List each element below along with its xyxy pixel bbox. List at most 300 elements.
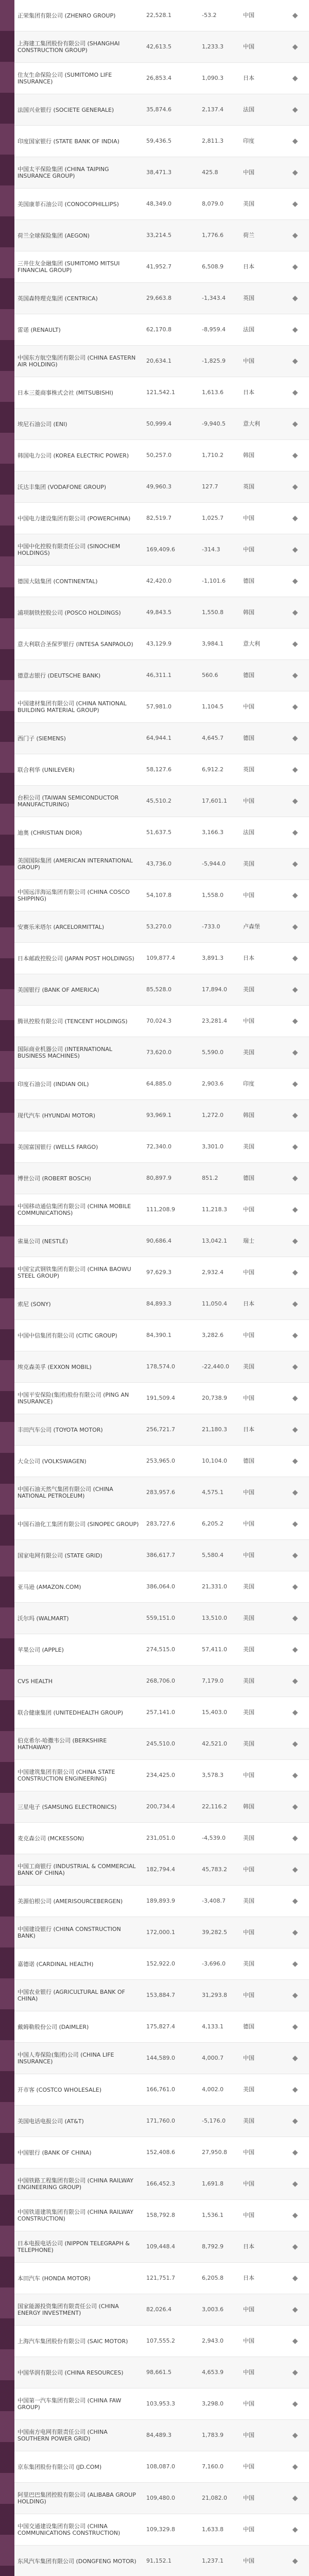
row-marker: ◆: [292, 829, 298, 836]
revenue-cell: 49,960.3: [146, 483, 171, 490]
revenue-cell: 109,480.0: [146, 2495, 175, 2501]
revenue-cell: 158,792.8: [146, 2212, 175, 2218]
row-marker: ◆: [292, 1112, 298, 1119]
profit-cell: 1,633.8: [202, 2526, 224, 2533]
company-name-cell: 腾讯控股有限公司 (TENCENT HOLDINGS): [18, 1018, 128, 1025]
company-name-cell: 英国森特理克集团 (CENTRICA): [18, 295, 98, 302]
revenue-cell: 559,151.0: [146, 1615, 175, 1621]
revenue-cell: 144,589.0: [146, 2055, 175, 2061]
profit-cell: 31,293.8: [202, 1992, 227, 1998]
country-cell: 中国: [243, 2180, 254, 2187]
revenue-cell: 50,257.0: [146, 452, 171, 459]
row-marker: ◆: [292, 2117, 298, 2125]
row-marker: ◆: [292, 1615, 298, 1622]
revenue-cell: 90,686.4: [146, 1238, 171, 1244]
row-marker: ◆: [292, 75, 298, 82]
country-cell: 英国: [243, 483, 254, 490]
row-marker: ◆: [292, 1520, 298, 1528]
table-row: [14, 629, 309, 660]
row-marker: ◆: [292, 1206, 298, 1213]
table-row: [14, 534, 309, 566]
row-marker: ◆: [292, 798, 298, 805]
table-row: [14, 251, 309, 283]
revenue-cell: 103,953.3: [146, 2400, 175, 2407]
revenue-cell: 108,087.0: [146, 2463, 175, 2470]
country-cell: 美国: [243, 986, 254, 993]
row-marker: ◆: [292, 1458, 298, 1465]
country-cell: 美国: [243, 1835, 254, 1841]
revenue-cell: 84,893.3: [146, 1300, 171, 1307]
revenue-cell: 234,425.0: [146, 1772, 175, 1778]
country-cell: 美国: [243, 1646, 254, 1653]
country-cell: 日本: [243, 263, 254, 270]
revenue-cell: 166,452.3: [146, 2180, 175, 2187]
table-row: [14, 63, 309, 94]
table-row: [14, 2388, 309, 2420]
row-marker: ◆: [292, 1363, 298, 1370]
country-cell: 韩国: [243, 452, 254, 459]
country-cell: 德国: [243, 2023, 254, 2030]
profit-cell: 8,792.9: [202, 2243, 224, 2250]
table-row: [14, 849, 309, 880]
table-row: [14, 943, 309, 974]
revenue-cell: 178,574.0: [146, 1363, 175, 1370]
country-cell: 美国: [243, 1677, 254, 1684]
table-row: [14, 754, 309, 786]
profit-cell: 1,090.3: [202, 75, 224, 81]
country-cell: 德国: [243, 578, 254, 584]
profit-cell: -733.0: [202, 923, 220, 930]
company-name-cell: 中国银行 (BANK OF CHINA): [18, 2149, 92, 2156]
company-name-cell: 美国富国银行 (WELLS FARGO): [18, 1143, 98, 1150]
company-name-cell: 开市客 (COSTCO WHOLESALE): [18, 2086, 101, 2093]
country-cell: 中国: [243, 2149, 254, 2156]
table-row: [14, 189, 309, 220]
table-row: [14, 1383, 309, 1414]
revenue-cell: 84,489.3: [146, 2432, 171, 2438]
country-cell: 中国: [243, 1929, 254, 1936]
profit-cell: 42,521.0: [202, 1740, 227, 1747]
company-name-cell: 埃克森美孚 (EXXON MOBIL): [18, 1363, 92, 1370]
row-marker: ◆: [292, 609, 298, 616]
table-row: [14, 31, 309, 63]
table-row: [14, 2357, 309, 2388]
revenue-cell: 82,519.7: [146, 515, 171, 521]
country-cell: 中国: [243, 546, 254, 553]
country-cell: 中国: [243, 12, 254, 19]
table-row: [14, 691, 309, 723]
profit-cell: 6,205.8: [202, 2275, 224, 2281]
company-name-cell: 美国国际集团 (AMERICAN INTERNATIONAL GROUP): [18, 857, 133, 871]
table-row: [14, 1351, 309, 1383]
country-cell: 美国: [243, 1363, 254, 1370]
revenue-cell: 41,952.7: [146, 263, 171, 270]
row-marker: ◆: [292, 2557, 298, 2565]
profit-cell: 20,738.9: [202, 1395, 227, 1401]
country-cell: 中国: [243, 2055, 254, 2061]
table-row: [14, 1446, 309, 1477]
table-row: [14, 880, 309, 911]
table-row: [14, 503, 309, 534]
country-cell: 荷兰: [243, 232, 254, 239]
country-cell: 法国: [243, 829, 254, 836]
country-cell: 中国: [243, 1552, 254, 1558]
profit-cell: 851.2: [202, 1175, 218, 1181]
country-cell: 英国: [243, 766, 254, 773]
row-marker: ◆: [292, 326, 298, 333]
country-cell: 中国: [243, 2369, 254, 2376]
revenue-cell: 49,843.5: [146, 609, 171, 616]
company-name-cell: 沃尔玛 (WALMART): [18, 1615, 69, 1622]
table-row: [14, 1917, 309, 1948]
table-row: [14, 1540, 309, 1571]
row-marker: ◆: [292, 1552, 298, 1559]
table-row: [14, 723, 309, 754]
row-marker: ◆: [292, 1269, 298, 1276]
row-marker: ◆: [292, 1395, 298, 1402]
revenue-cell: 33,214.5: [146, 232, 171, 239]
revenue-cell: 171,760.0: [146, 2117, 175, 2124]
row-marker: ◆: [292, 2086, 298, 2093]
revenue-cell: 111,208.9: [146, 1206, 175, 1213]
profit-cell: 3,984.1: [202, 640, 224, 647]
table-row: [14, 1886, 309, 1917]
profit-cell: 1,536.1: [202, 2212, 224, 2218]
row-marker: ◆: [292, 2495, 298, 2502]
company-name-cell: 中国石油天然气集团有限公司 (CHINA NATIONAL PETROLEUM): [18, 1486, 113, 1499]
profit-cell: 5,590.0: [202, 1049, 224, 1056]
company-name-cell: 伯克希尔-哈撒韦公司 (BERKSHIRE HATHAWAY): [18, 1737, 107, 1751]
profit-cell: 3,282.6: [202, 1332, 224, 1338]
table-row: [14, 1414, 309, 1446]
table-row: [14, 220, 309, 251]
row-marker: ◆: [292, 138, 298, 145]
row-marker: ◆: [292, 420, 298, 428]
country-cell: 中国: [243, 1866, 254, 1873]
row-marker: ◆: [292, 1489, 298, 1496]
revenue-cell: 256,721.7: [146, 1426, 175, 1433]
revenue-cell: 152,408.6: [146, 2149, 175, 2156]
country-cell: 瑞士: [243, 1238, 254, 1244]
country-cell: 中国: [243, 1395, 254, 1401]
profit-cell: 8,079.0: [202, 200, 224, 207]
country-cell: 韩国: [243, 609, 254, 616]
country-cell: 中国: [243, 358, 254, 364]
profit-cell: 39,282.5: [202, 1929, 227, 1936]
table-row: [14, 1037, 309, 1069]
profit-cell: 3,003.6: [202, 2306, 224, 2313]
country-cell: 中国: [243, 2400, 254, 2407]
table-row: [14, 2168, 309, 2200]
table-row: [14, 1980, 309, 2011]
company-name-cell: 中国宝武钢铁集团有限公司 (CHINA BAOWU STEEL GROUP): [18, 1266, 131, 1279]
country-cell: 美国: [243, 1583, 254, 1590]
company-name-cell: 苹果公司 (APPLE): [18, 1646, 64, 1653]
country-cell: 日本: [243, 2275, 254, 2281]
row-marker: ◆: [292, 1960, 298, 1968]
revenue-cell: 175,827.4: [146, 2023, 175, 2030]
company-name-cell: 中国中信集团有限公司 (CITIC GROUP): [18, 1332, 117, 1339]
revenue-cell: 109,448.4: [146, 2243, 175, 2250]
company-name-cell: 雷诺 (RENAULT): [18, 326, 61, 333]
company-name-cell: 浦项制铁控股公司 (POSCO HOLDINGS): [18, 609, 121, 616]
country-cell: 中国: [243, 2337, 254, 2344]
country-cell: 日本: [243, 389, 254, 396]
row-marker: ◆: [292, 1835, 298, 1842]
table-row: [14, 974, 309, 1006]
row-marker: ◆: [292, 1018, 298, 1025]
country-cell: 德国: [243, 1458, 254, 1464]
table-row: [14, 1006, 309, 1037]
country-cell: 美国: [243, 2117, 254, 2124]
country-cell: 日本: [243, 75, 254, 81]
row-marker: ◆: [292, 2432, 298, 2439]
country-cell: 美国: [243, 1897, 254, 1904]
row-marker: ◆: [292, 2243, 298, 2250]
revenue-cell: 22,528.1: [146, 12, 171, 19]
row-marker: ◆: [292, 1300, 298, 1308]
country-cell: 德国: [243, 735, 254, 741]
row-marker: ◆: [292, 860, 298, 868]
country-cell: 美国: [243, 1049, 254, 1056]
profit-cell: 17,894.0: [202, 986, 227, 993]
country-cell: 中国: [243, 2212, 254, 2218]
revenue-cell: 107,555.2: [146, 2337, 175, 2344]
profit-cell: -8,959.4: [202, 326, 226, 333]
row-marker: ◆: [292, 1709, 298, 1716]
profit-cell: 2,903.6: [202, 1080, 224, 1087]
table-row: [14, 409, 309, 440]
row-marker: ◆: [292, 43, 298, 50]
country-cell: 印度: [243, 1080, 254, 1087]
table-row: [14, 157, 309, 189]
company-name-cell: 正荣集团有限公司 (ZHENRO GROUP): [18, 12, 116, 19]
revenue-cell: 73,620.0: [146, 1049, 171, 1056]
profit-cell: 1,783.9: [202, 2432, 224, 2438]
country-cell: 日本: [243, 955, 254, 961]
company-name-cell: 日本电报电话公司 (NIPPON TELEGRAPH & TELEPHONE): [18, 2240, 130, 2253]
company-name-cell: 中国农业银行 (AGRICULTURAL BANK OF CHINA): [18, 1989, 125, 2002]
company-name-cell: 中国铁道建筑集团有限公司 (CHINA RAILWAY CONSTRUCTION): [18, 2209, 133, 2222]
table-row: [14, 0, 309, 31]
table-row: [14, 786, 309, 817]
revenue-cell: 26,853.4: [146, 75, 171, 81]
table-body: [14, 0, 309, 2576]
revenue-cell: 59,436.5: [146, 138, 171, 144]
profit-cell: -3,696.0: [202, 1960, 226, 1967]
row-marker: ◆: [292, 2149, 298, 2156]
table-row: [14, 2514, 309, 2546]
country-cell: 中国: [243, 2432, 254, 2438]
company-name-cell: 联合利华 (UNILEVER): [18, 766, 75, 773]
table-row: [14, 1791, 309, 1823]
revenue-cell: 182,794.4: [146, 1866, 175, 1873]
revenue-cell: 386,617.7: [146, 1552, 175, 1558]
table-row: [14, 2106, 309, 2137]
company-name-cell: 中国建筑集团有限公司 (CHINA STATE CONSTRUCTION ENGINEERING): [18, 1769, 115, 1782]
profit-cell: -4,539.0: [202, 1835, 226, 1841]
table-row: [14, 1477, 309, 1509]
country-cell: 德国: [243, 672, 254, 679]
row-marker: ◆: [292, 1897, 298, 1905]
profit-cell: 3,166.3: [202, 829, 224, 836]
country-cell: 美国: [243, 1740, 254, 1747]
row-marker: ◆: [292, 766, 298, 773]
row-marker: ◆: [292, 1740, 298, 1748]
table-row: [14, 2483, 309, 2514]
table-row: [14, 2451, 309, 2483]
company-name-cell: 中国华润有限公司 (CHINA RESOURCES): [18, 2369, 124, 2376]
country-cell: 美国: [243, 1143, 254, 1150]
company-name-cell: 意大利联合圣保罗银行 (INTESA SANPAOLO): [18, 640, 133, 648]
revenue-cell: 82,026.4: [146, 2306, 171, 2313]
revenue-cell: 257,141.0: [146, 1709, 175, 1716]
country-cell: 中国: [243, 1269, 254, 1276]
row-marker: ◆: [292, 483, 298, 490]
row-marker: ◆: [292, 106, 298, 113]
company-name-cell: 阿里巴巴集团控股有限公司 (ALIBABA GROUP HOLDING): [18, 2492, 136, 2505]
revenue-cell: 172,000.1: [146, 1929, 175, 1936]
row-marker: ◆: [292, 2055, 298, 2062]
profit-cell: -9,940.5: [202, 420, 226, 427]
profit-cell: 1,104.5: [202, 703, 224, 710]
country-cell: 美国: [243, 2086, 254, 2093]
profit-cell: -1,101.6: [202, 578, 226, 584]
company-name-cell: 德国大陆集团 (CONTINENTAL): [18, 578, 98, 585]
table-row: [14, 126, 309, 157]
revenue-cell: 98,661.5: [146, 2369, 171, 2376]
profit-cell: 6,912.2: [202, 766, 224, 773]
company-name-cell: 美国电话电报公司 (AT&T): [18, 2117, 84, 2125]
profit-cell: 10,104.0: [202, 1458, 227, 1464]
revenue-cell: 274,515.0: [146, 1646, 175, 1653]
company-name-cell: 美国康菲石油公司 (CONOCOPHILLIPS): [18, 200, 119, 208]
company-name-cell: 住友生命保险公司 (SUMITOMO LIFE INSURANCE): [18, 72, 112, 85]
company-name-cell: 中国建设银行 (CHINA CONSTRUCTION BANK): [18, 1926, 121, 1939]
revenue-cell: 283,727.6: [146, 1520, 175, 1527]
profit-cell: -5,944.0: [202, 860, 226, 867]
revenue-cell: 121,751.7: [146, 2275, 175, 2281]
revenue-cell: 84,390.1: [146, 1332, 171, 1338]
country-cell: 中国: [243, 43, 254, 50]
company-name-cell: 亚马逊 (AMAZON.COM): [18, 1583, 81, 1590]
company-name-cell: 上海汽车集团股份有限公司 (SAIC MOTOR): [18, 2337, 128, 2345]
table-row: [14, 817, 309, 849]
revenue-cell: 57,981.0: [146, 703, 171, 710]
country-cell: 中国: [243, 169, 254, 176]
company-name-cell: 东风汽车集团有限公司 (DONGFENG MOTOR): [18, 2557, 136, 2565]
profit-cell: 2,932.4: [202, 1269, 224, 1276]
row-marker: ◆: [292, 892, 298, 899]
row-marker: ◆: [292, 2023, 298, 2030]
company-name-cell: 沃达丰集团 (VODAFONE GROUP): [18, 483, 107, 490]
company-name-cell: 国家能源投资集团有限责任公司 (CHINA ENERGY INVESTMENT): [18, 2303, 119, 2316]
company-name-cell: 中国中化控股有限责任公司 (SINOCHEM HOLDINGS): [18, 543, 121, 556]
country-cell: 中国: [243, 798, 254, 804]
company-name-cell: 现代汽车 (HYUNDAI MOTOR): [18, 1112, 96, 1119]
country-cell: 美国: [243, 1615, 254, 1621]
revenue-cell: 153,884.7: [146, 1992, 175, 1998]
row-marker: ◆: [292, 1049, 298, 1056]
profit-cell: 4,645.7: [202, 735, 224, 741]
profit-cell: 2,811.3: [202, 138, 224, 144]
company-name-cell: 德意志银行 (DEUTSCHE BANK): [18, 672, 101, 679]
table-row: [14, 440, 309, 471]
revenue-cell: 85,528.0: [146, 986, 171, 993]
country-cell: 中国: [243, 515, 254, 521]
row-marker: ◆: [292, 452, 298, 459]
profit-cell: 1,237.1: [202, 2557, 224, 2564]
profit-cell: 127.7: [202, 483, 218, 490]
row-marker: ◆: [292, 515, 298, 522]
profit-cell: 3,891.3: [202, 955, 224, 961]
company-name-cell: 上海建工集团股份有限公司 (SHANGHAI CONSTRUCTION GROUP): [18, 40, 120, 54]
table-row: [14, 1854, 309, 1886]
revenue-cell: 70,024.3: [146, 1018, 171, 1024]
company-name-cell: 中国平安保险(集团)股份有限公司 (PING AN INSURANCE): [18, 1392, 129, 1405]
profit-cell: -22,440.0: [202, 1363, 229, 1370]
table-row: [14, 1257, 309, 1289]
row-marker: ◆: [292, 640, 298, 648]
profit-cell: 560.6: [202, 672, 218, 679]
revenue-cell: 42,613.5: [146, 43, 171, 50]
table-row: [14, 1571, 309, 1603]
revenue-cell: 283,957.6: [146, 1489, 175, 1496]
row-marker: ◆: [292, 1583, 298, 1590]
country-cell: 中国: [243, 1332, 254, 1338]
revenue-cell: 45,510.2: [146, 798, 171, 804]
company-name-cell: 戴姆勒股份公司 (DAIMLER): [18, 2023, 89, 2030]
revenue-cell: 48,349.0: [146, 200, 171, 207]
revenue-cell: 253,965.0: [146, 1458, 175, 1464]
table-row: [14, 2231, 309, 2263]
profit-cell: 5,580.4: [202, 1552, 224, 1558]
profit-cell: 57,411.0: [202, 1646, 227, 1653]
table-row: [14, 2546, 309, 2576]
country-cell: 美国: [243, 1960, 254, 1967]
row-marker: ◆: [292, 955, 298, 962]
row-marker: ◆: [292, 1332, 298, 1339]
table-row: [14, 1226, 309, 1257]
profit-cell: 425.8: [202, 169, 218, 176]
country-cell: 美国: [243, 1709, 254, 1716]
revenue-cell: 62,170.8: [146, 326, 171, 333]
row-marker: ◆: [292, 389, 298, 396]
profit-cell: 21,082.0: [202, 2495, 227, 2501]
row-marker: ◆: [292, 232, 298, 239]
company-name-cell: 中国工商银行 (INDUSTRIAL & COMMERCIAL BANK OF CHINA): [18, 1863, 136, 1876]
country-cell: 中国: [243, 892, 254, 899]
revenue-cell: 46,311.1: [146, 672, 171, 679]
table-row: [14, 1728, 309, 1760]
row-marker: ◆: [292, 2212, 298, 2219]
profit-cell: 15,403.0: [202, 1709, 227, 1716]
country-cell: 中国: [243, 1018, 254, 1024]
profit-cell: 45,783.2: [202, 1866, 227, 1873]
revenue-cell: 93,969.1: [146, 1112, 171, 1118]
revenue-cell: 97,629.3: [146, 1269, 171, 1276]
table-row: [14, 1163, 309, 1194]
table-row: [14, 283, 309, 314]
row-marker: ◆: [292, 703, 298, 710]
table-row: [14, 1131, 309, 1163]
row-marker: ◆: [292, 1677, 298, 1685]
company-name-cell: 国家电网有限公司 (STATE GRID): [18, 1552, 102, 1559]
row-marker: ◆: [292, 1772, 298, 1779]
profit-cell: 2,943.0: [202, 2337, 224, 2344]
company-name-cell: 荷兰全球保险集团 (AEGON): [18, 232, 90, 239]
table-row: [14, 1603, 309, 1634]
